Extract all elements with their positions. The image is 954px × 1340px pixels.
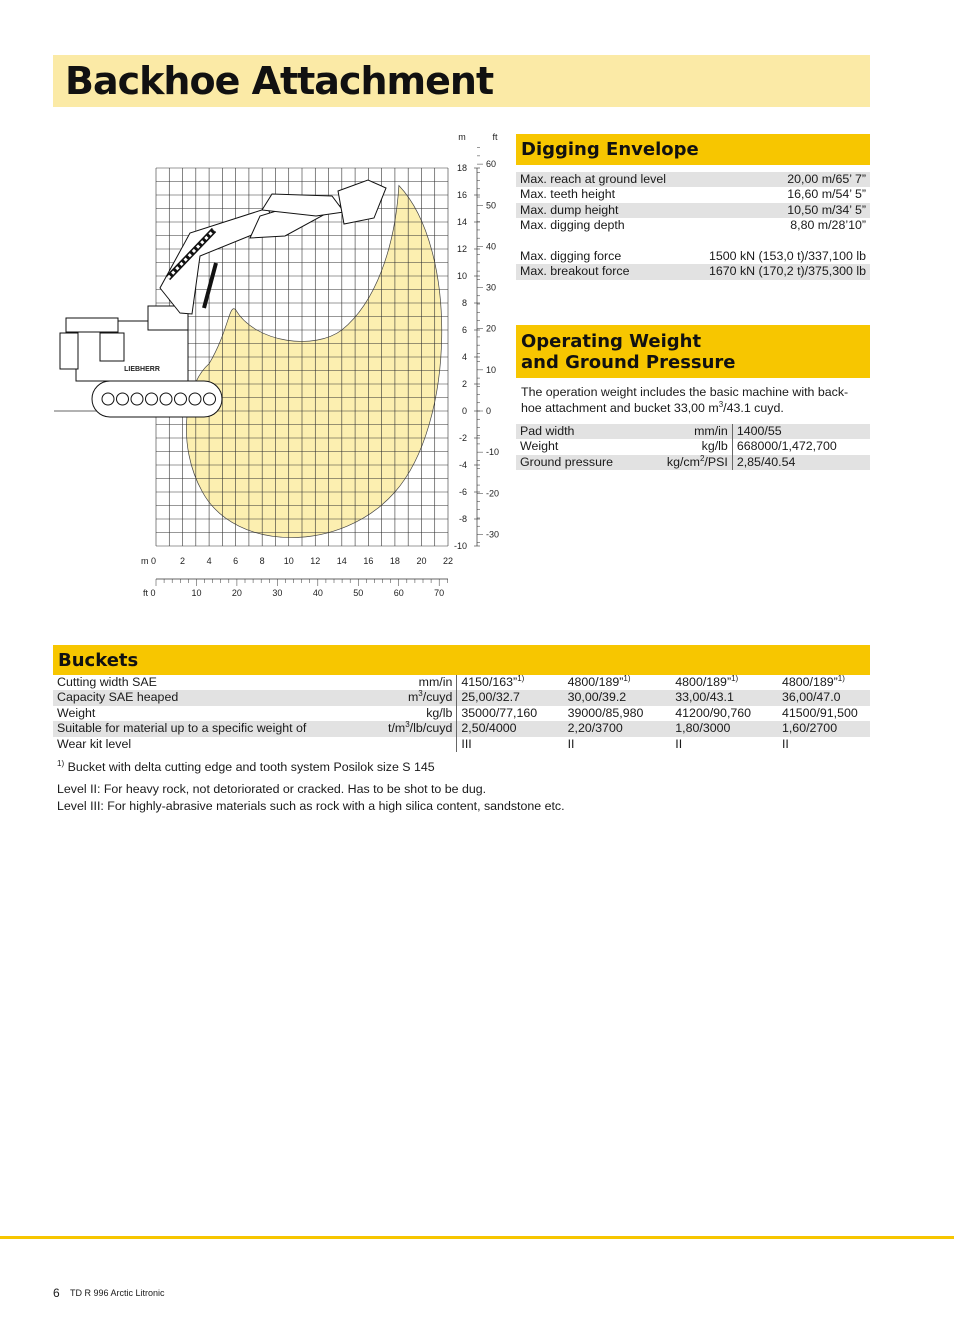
- bucket-value: 30,00/39.2: [564, 690, 672, 705]
- track-roller: [117, 393, 129, 405]
- row-label: Max. digging force: [520, 249, 622, 264]
- row-label: Suitable for material up to a specific weight of: [53, 721, 337, 736]
- level-iii-note: Level III: For highly-abrasive materials such as rock with a high silica content, sandstone etc.: [57, 799, 565, 813]
- bucket-value: 4150/163”$^{1)}$: [457, 675, 564, 690]
- track-roller: [102, 393, 114, 405]
- row-value: 2,85/40.54: [732, 455, 870, 470]
- row-value: 1670 kN (170,2 t)/375,300 lb: [687, 264, 870, 279]
- title-bar: [53, 55, 870, 107]
- row-label: Max. digging depth: [520, 218, 625, 233]
- axis-tick-label-x-ft: 60: [393, 588, 404, 598]
- axis-tick-label-x-m: 2: [180, 556, 186, 566]
- table-row: [516, 172, 870, 187]
- axis-tick-label-m: -4: [458, 460, 467, 470]
- row-label: Wear kit level: [57, 736, 132, 751]
- row-label: Max. dump height: [516, 203, 687, 218]
- operating-weight-table: [516, 424, 870, 470]
- axis-unit-ft: ft: [492, 132, 498, 142]
- bucket-value: II: [675, 736, 683, 751]
- row-unit: [337, 737, 457, 752]
- axis-unit-m: m: [458, 132, 466, 142]
- row-label: Cutting width SAE: [57, 675, 157, 689]
- axis-tick-label-ft: 60: [486, 159, 497, 170]
- engine-house: [66, 318, 118, 332]
- bucket-value: 2,20/3700: [564, 721, 672, 736]
- digging-envelope-title: Digging Envelope: [521, 139, 699, 160]
- row-label: Weight: [57, 705, 96, 720]
- axis-tick-label-m: -10: [453, 541, 467, 551]
- axis-tick-label-x-m: 20: [416, 556, 427, 566]
- axis-tick-label-m: -2: [458, 433, 467, 443]
- axis-tick-label-ft: -10: [486, 447, 500, 458]
- bucket-value: 2,50/4000: [457, 721, 564, 736]
- bucket-value: 4800/189”$^{1)}$: [675, 673, 739, 689]
- bucket-value: 1,60/2700: [778, 721, 862, 736]
- footnote-mark: 1): [57, 758, 65, 768]
- axis-tick-label-x-ft: 30: [272, 588, 283, 598]
- axis-tick-label-x-m: 18: [389, 556, 400, 566]
- description-line1: The operation weight includes the basic machine with back-: [521, 385, 849, 399]
- axis-tick-label-x-m: 8: [259, 556, 265, 566]
- row-value: 1400/55: [732, 424, 870, 439]
- row-unit: mm/in: [644, 424, 732, 439]
- bucket-value: 35000/77,160: [457, 706, 564, 721]
- axis-tick-label-x-m: 22: [442, 556, 454, 566]
- table-row: [516, 234, 870, 249]
- counterweight: [60, 333, 78, 369]
- buckets-heading: [53, 645, 870, 675]
- row-label: Max. breakout force: [516, 264, 687, 279]
- axis-tick-label-x-m: 14: [336, 556, 347, 566]
- row-label: Max. teeth height: [520, 187, 616, 202]
- axis-tick-label-x-ft: 70: [434, 588, 445, 598]
- row-label: [516, 234, 687, 249]
- axis-tick-label-x-m: 12: [310, 556, 321, 566]
- track-roller: [160, 393, 172, 405]
- table-row: [53, 737, 870, 752]
- axis-tick-label-m: 18: [456, 163, 467, 173]
- page-number: 6: [53, 1286, 60, 1300]
- row-value: 668000/1,472,700: [732, 439, 870, 454]
- axis-tick-label-ft: 0: [486, 406, 492, 416]
- axis-tick-label-m: 14: [456, 217, 467, 227]
- axis-prefix-ft: ft 0: [143, 588, 156, 598]
- row-unit: $m^3$/cuyd: [337, 690, 457, 705]
- row-label: Weight: [520, 439, 559, 454]
- bucket-value: III: [457, 737, 564, 752]
- bucket-value: 4800/189”$^{1)}$: [567, 673, 631, 689]
- row-unit: kg/lb: [426, 705, 453, 720]
- row-value: 16,60 m/54’ 5”: [787, 187, 866, 202]
- bucket-value: II: [781, 736, 789, 751]
- operating-weight-heading: [516, 325, 870, 378]
- row-unit: mm/in: [418, 675, 453, 689]
- axis-tick-label-x-ft: 10: [191, 588, 202, 598]
- bucket-value: 33,00/43.1: [671, 690, 778, 705]
- row-value: 10,50 m/34’ 5”: [687, 203, 870, 218]
- axis-tick-label-ft: 50: [486, 200, 497, 211]
- bucket-value: 25,00/32.7: [457, 690, 564, 705]
- bucket: [338, 180, 386, 224]
- track-roller: [175, 393, 187, 405]
- axis-tick-label-x-m: 4: [206, 556, 212, 566]
- axis-tick-label-m: 10: [456, 271, 467, 281]
- footnote-text: Bucket with delta cutting edge and tooth system Posilok size S 145: [67, 760, 435, 774]
- table-row: [516, 203, 870, 218]
- row-value: 1500 kN (153,0 t)/337,100 lb: [708, 249, 866, 264]
- axis-tick-label-ft: -20: [486, 488, 500, 499]
- table-row: [53, 690, 870, 705]
- document-title: TD R 996 Arctic Litronic: [70, 1288, 165, 1298]
- operating-weight-title-line1: Operating Weight: [521, 331, 702, 352]
- axis-prefix-m: m 0: [141, 556, 157, 566]
- machine-logo-text: LIEBHERR: [124, 366, 160, 373]
- bucket-value: 36,00/47.0: [778, 690, 862, 705]
- axis-tick-label-x-ft: 50: [353, 588, 364, 598]
- table-row: [53, 675, 870, 690]
- bucket-footnote: [57, 759, 435, 776]
- track-roller: [131, 393, 143, 405]
- track-roller: [204, 393, 216, 405]
- axis-tick-label-x-m: 6: [233, 556, 239, 566]
- axis-tick-label-ft: 40: [486, 241, 497, 252]
- axis-tick-label-x-m: 10: [283, 556, 294, 566]
- bucket-value: 39000/85,980: [567, 705, 644, 720]
- bucket-value: 4800/189”$^{1)}$: [781, 673, 845, 689]
- row-label: Capacity SAE heaped: [53, 690, 337, 705]
- axis-tick-label-ft: 20: [486, 323, 497, 334]
- bucket-value: 41200/90,760: [675, 705, 752, 720]
- axis-tick-label-ft: 30: [486, 282, 497, 293]
- axis-tick-label-m: 16: [456, 190, 467, 200]
- buckets-title: Buckets: [58, 650, 139, 671]
- axis-tick-label-ft: -30: [486, 529, 500, 540]
- axis-tick-label-m: 0: [461, 406, 467, 416]
- axis-tick-label-m: -8: [458, 514, 467, 524]
- table-row: [516, 264, 870, 279]
- digging-envelope-table: [516, 172, 870, 280]
- table-row: [53, 706, 870, 721]
- boom-cylinder: [204, 263, 216, 308]
- service-door: [100, 333, 124, 361]
- axis-tick-label-m: 8: [461, 298, 467, 308]
- row-label: Max. reach at ground level: [516, 172, 687, 187]
- table-row: [53, 721, 870, 736]
- axis-tick-label-m: 4: [461, 352, 467, 362]
- axis-tick-label-ft: 10: [486, 364, 497, 375]
- digging-envelope-heading: [516, 134, 870, 165]
- row-label: Ground pressure: [516, 455, 644, 470]
- digging-envelope-diagram: [40, 128, 510, 608]
- row-label: Pad width: [516, 424, 644, 439]
- row-value: 8,80 m/28’10”: [790, 218, 866, 233]
- bucket-value: 1,80/3000: [671, 721, 778, 736]
- level-ii-note: Level II: For heavy rock, not detoriorated or cracked. Has to be shot to be dug.: [57, 782, 487, 796]
- row-value: [687, 234, 870, 249]
- axis-tick-label-x-ft: 40: [312, 588, 323, 598]
- axis-tick-label-m: 12: [456, 244, 467, 254]
- track-roller: [146, 393, 158, 405]
- axis-tick-label-x-ft: 20: [231, 588, 242, 598]
- page-title: Backhoe Attachment: [65, 59, 494, 103]
- operating-weight-title-line2: and Ground Pressure: [521, 352, 736, 373]
- table-row: [516, 249, 870, 264]
- bucket-value: II: [567, 736, 575, 751]
- buckets-table: [53, 675, 870, 752]
- axis-tick-label-x-m: 16: [363, 556, 374, 566]
- table-row: [516, 439, 870, 454]
- row-unit: $t/m^3/lb$/cuyd: [337, 721, 457, 736]
- table-row: [516, 187, 870, 202]
- footer-divider: [0, 1236, 954, 1239]
- axis-tick-label-m: 2: [461, 379, 467, 389]
- table-row: [516, 424, 870, 439]
- row-unit: kg/lb: [701, 439, 728, 454]
- description-line2: hoe attachment and bucket 33,00 $m^3/43.1$ cuyd.: [521, 399, 784, 415]
- table-row: [516, 218, 870, 233]
- axis-tick-label-m: -6: [458, 487, 467, 497]
- operating-weight-description: [521, 385, 866, 416]
- row-value: 20,00 m/65’ 7”: [687, 172, 870, 187]
- axis-tick-label-m: 6: [461, 325, 467, 335]
- row-unit: $kg/cm^2$/PSI: [644, 455, 732, 470]
- track-roller: [189, 393, 201, 405]
- table-row: [516, 455, 870, 470]
- bucket-value: 41500/91,500: [781, 705, 858, 720]
